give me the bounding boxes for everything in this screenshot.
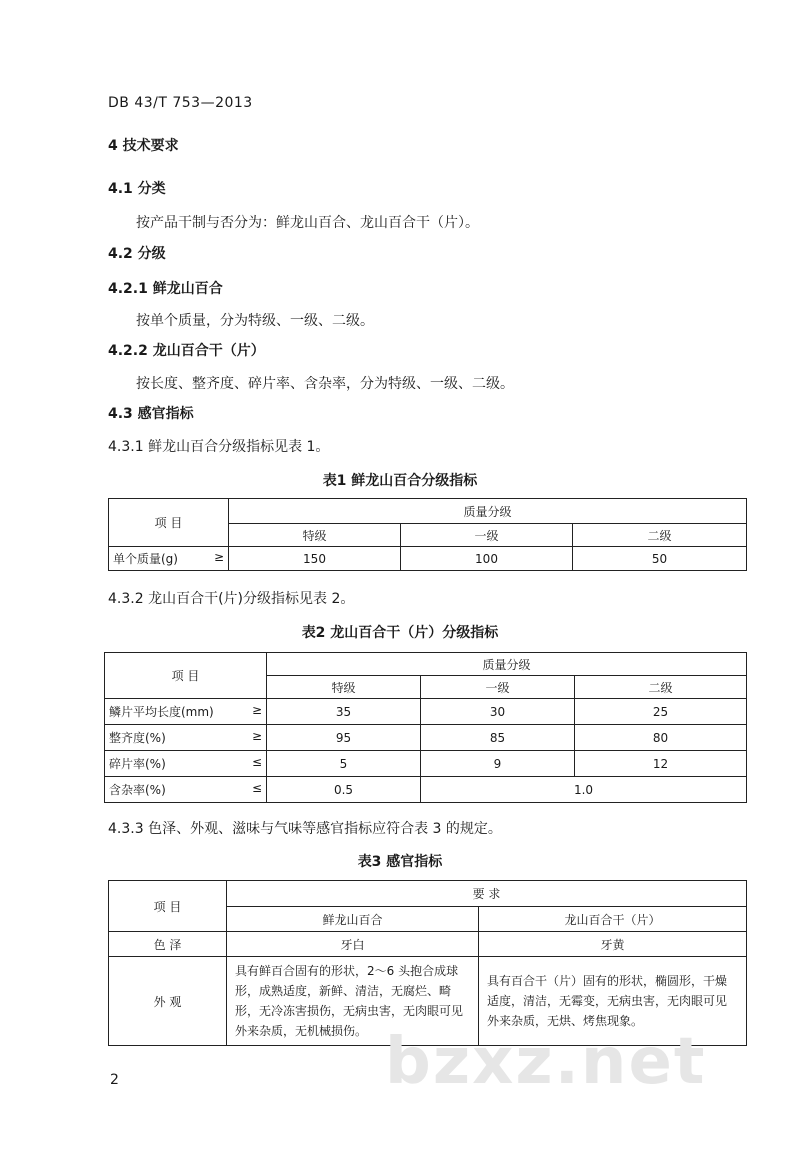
page-number: 2 <box>110 1072 119 1088</box>
table-row <box>105 725 747 751</box>
section-4-3-2-text: 4.3.2 龙山百合干(片)分级指标见表 2。 <box>108 591 355 607</box>
table-cell: 85 <box>421 725 575 751</box>
table1-grade-header: 质量分级 <box>229 499 747 524</box>
table2-caption: 表2 龙山百合干（片）分级指标 <box>301 625 499 641</box>
table-cell: 牙白 <box>227 932 479 957</box>
table-row <box>105 699 747 725</box>
section-4-2-heading: 4.2 分级 <box>108 246 166 262</box>
table2 <box>104 652 747 803</box>
table2-grade-second: 二级 <box>575 676 747 699</box>
row-label: 单个质量(g) <box>113 552 178 566</box>
document-header: DB 43/T 753—2013 <box>108 95 253 111</box>
table3 <box>108 880 747 1046</box>
table-cell: 30 <box>421 699 575 725</box>
table-row <box>105 777 747 803</box>
comparison-symbol: ≥ <box>213 550 224 564</box>
site-watermark: bzxz.net <box>385 1025 707 1099</box>
comparison-symbol: ≥ <box>251 703 262 717</box>
table2-item-header: 项 目 <box>105 653 267 699</box>
table-row <box>105 751 747 777</box>
table3-col-dried: 龙山百合干（片） <box>479 907 747 932</box>
table-cell: 具有鲜百合固有的形状，2～6 头抱合成球形，成熟适度，新鲜、清洁，无腐烂、畸形，无冷冻害损伤，无病虫害，无肉眼可见外来杂质，无机械损伤。 <box>227 957 479 1046</box>
row-label: 整齐度(%) <box>109 731 166 745</box>
table2-grade-special: 特级 <box>267 676 421 699</box>
section-4-2-2-heading: 4.2.2 龙山百合干（片） <box>108 343 265 359</box>
table3-caption: 表3 感官指标 <box>357 854 443 870</box>
table-cell: 12 <box>575 751 747 777</box>
table-cell: 80 <box>575 725 747 751</box>
table1-item-header: 项 目 <box>109 499 229 547</box>
table-cell: 95 <box>267 725 421 751</box>
table-cell: 35 <box>267 699 421 725</box>
table-row <box>109 547 747 571</box>
row-label: 含杂率(%) <box>109 783 166 797</box>
section-4-2-1-text: 按单个质量，分为特级、一级、二级。 <box>136 313 374 329</box>
table1-caption: 表1 鲜龙山百合分级指标 <box>322 473 478 489</box>
section-4-3-3-text: 4.3.3 色泽、外观、滋味与气味等感官指标应符合表 3 的规定。 <box>108 821 502 837</box>
row-label: 色 泽 <box>109 932 227 957</box>
table1-grade-first: 一级 <box>401 524 573 547</box>
section-4-2-2-text: 按长度、整齐度、碎片率、含杂率，分为特级、一级、二级。 <box>136 376 514 392</box>
comparison-symbol: ≤ <box>251 755 262 769</box>
table-cell: 5 <box>267 751 421 777</box>
row-label: 外 观 <box>109 957 227 1046</box>
table3-requirement-header: 要 求 <box>227 881 747 907</box>
table-cell: 牙黄 <box>479 932 747 957</box>
section-4-1-heading: 4.1 分类 <box>108 181 166 197</box>
table-cell-merged: 1.0 <box>421 777 747 803</box>
section-4-2-1-heading: 4.2.1 鲜龙山百合 <box>108 281 223 297</box>
section-4-3-heading: 4.3 感官指标 <box>108 406 194 422</box>
table-cell: 25 <box>575 699 747 725</box>
table1-grade-special: 特级 <box>229 524 401 547</box>
section-4-heading: 4 技术要求 <box>108 138 179 154</box>
table1 <box>108 498 747 571</box>
section-4-3-1-text: 4.3.1 鲜龙山百合分级指标见表 1。 <box>108 439 330 455</box>
table-cell: 150 <box>229 547 401 571</box>
section-4-1-text: 按产品干制与否分为：鲜龙山百合、龙山百合干（片）。 <box>136 215 479 231</box>
table2-grade-header: 质量分级 <box>267 653 747 676</box>
comparison-symbol: ≥ <box>251 729 262 743</box>
table3-col-fresh: 鲜龙山百合 <box>227 907 479 932</box>
comparison-symbol: ≤ <box>251 781 262 795</box>
table1-grade-second: 二级 <box>573 524 747 547</box>
table-cell: 100 <box>401 547 573 571</box>
row-label: 碎片率(%) <box>109 757 166 771</box>
table-cell: 0.5 <box>267 777 421 803</box>
table3-item-header: 项 目 <box>109 881 227 932</box>
table-cell: 具有百合干（片）固有的形状，椭圆形，干燥适度，清洁，无霉变，无病虫害，无肉眼可见外来杂质，无烘、烤焦现象。 <box>479 957 747 1046</box>
table-cell: 50 <box>573 547 747 571</box>
table2-grade-first: 一级 <box>421 676 575 699</box>
table-row <box>109 932 747 957</box>
table-cell: 9 <box>421 751 575 777</box>
row-label: 鳞片平均长度(mm) <box>109 705 214 719</box>
